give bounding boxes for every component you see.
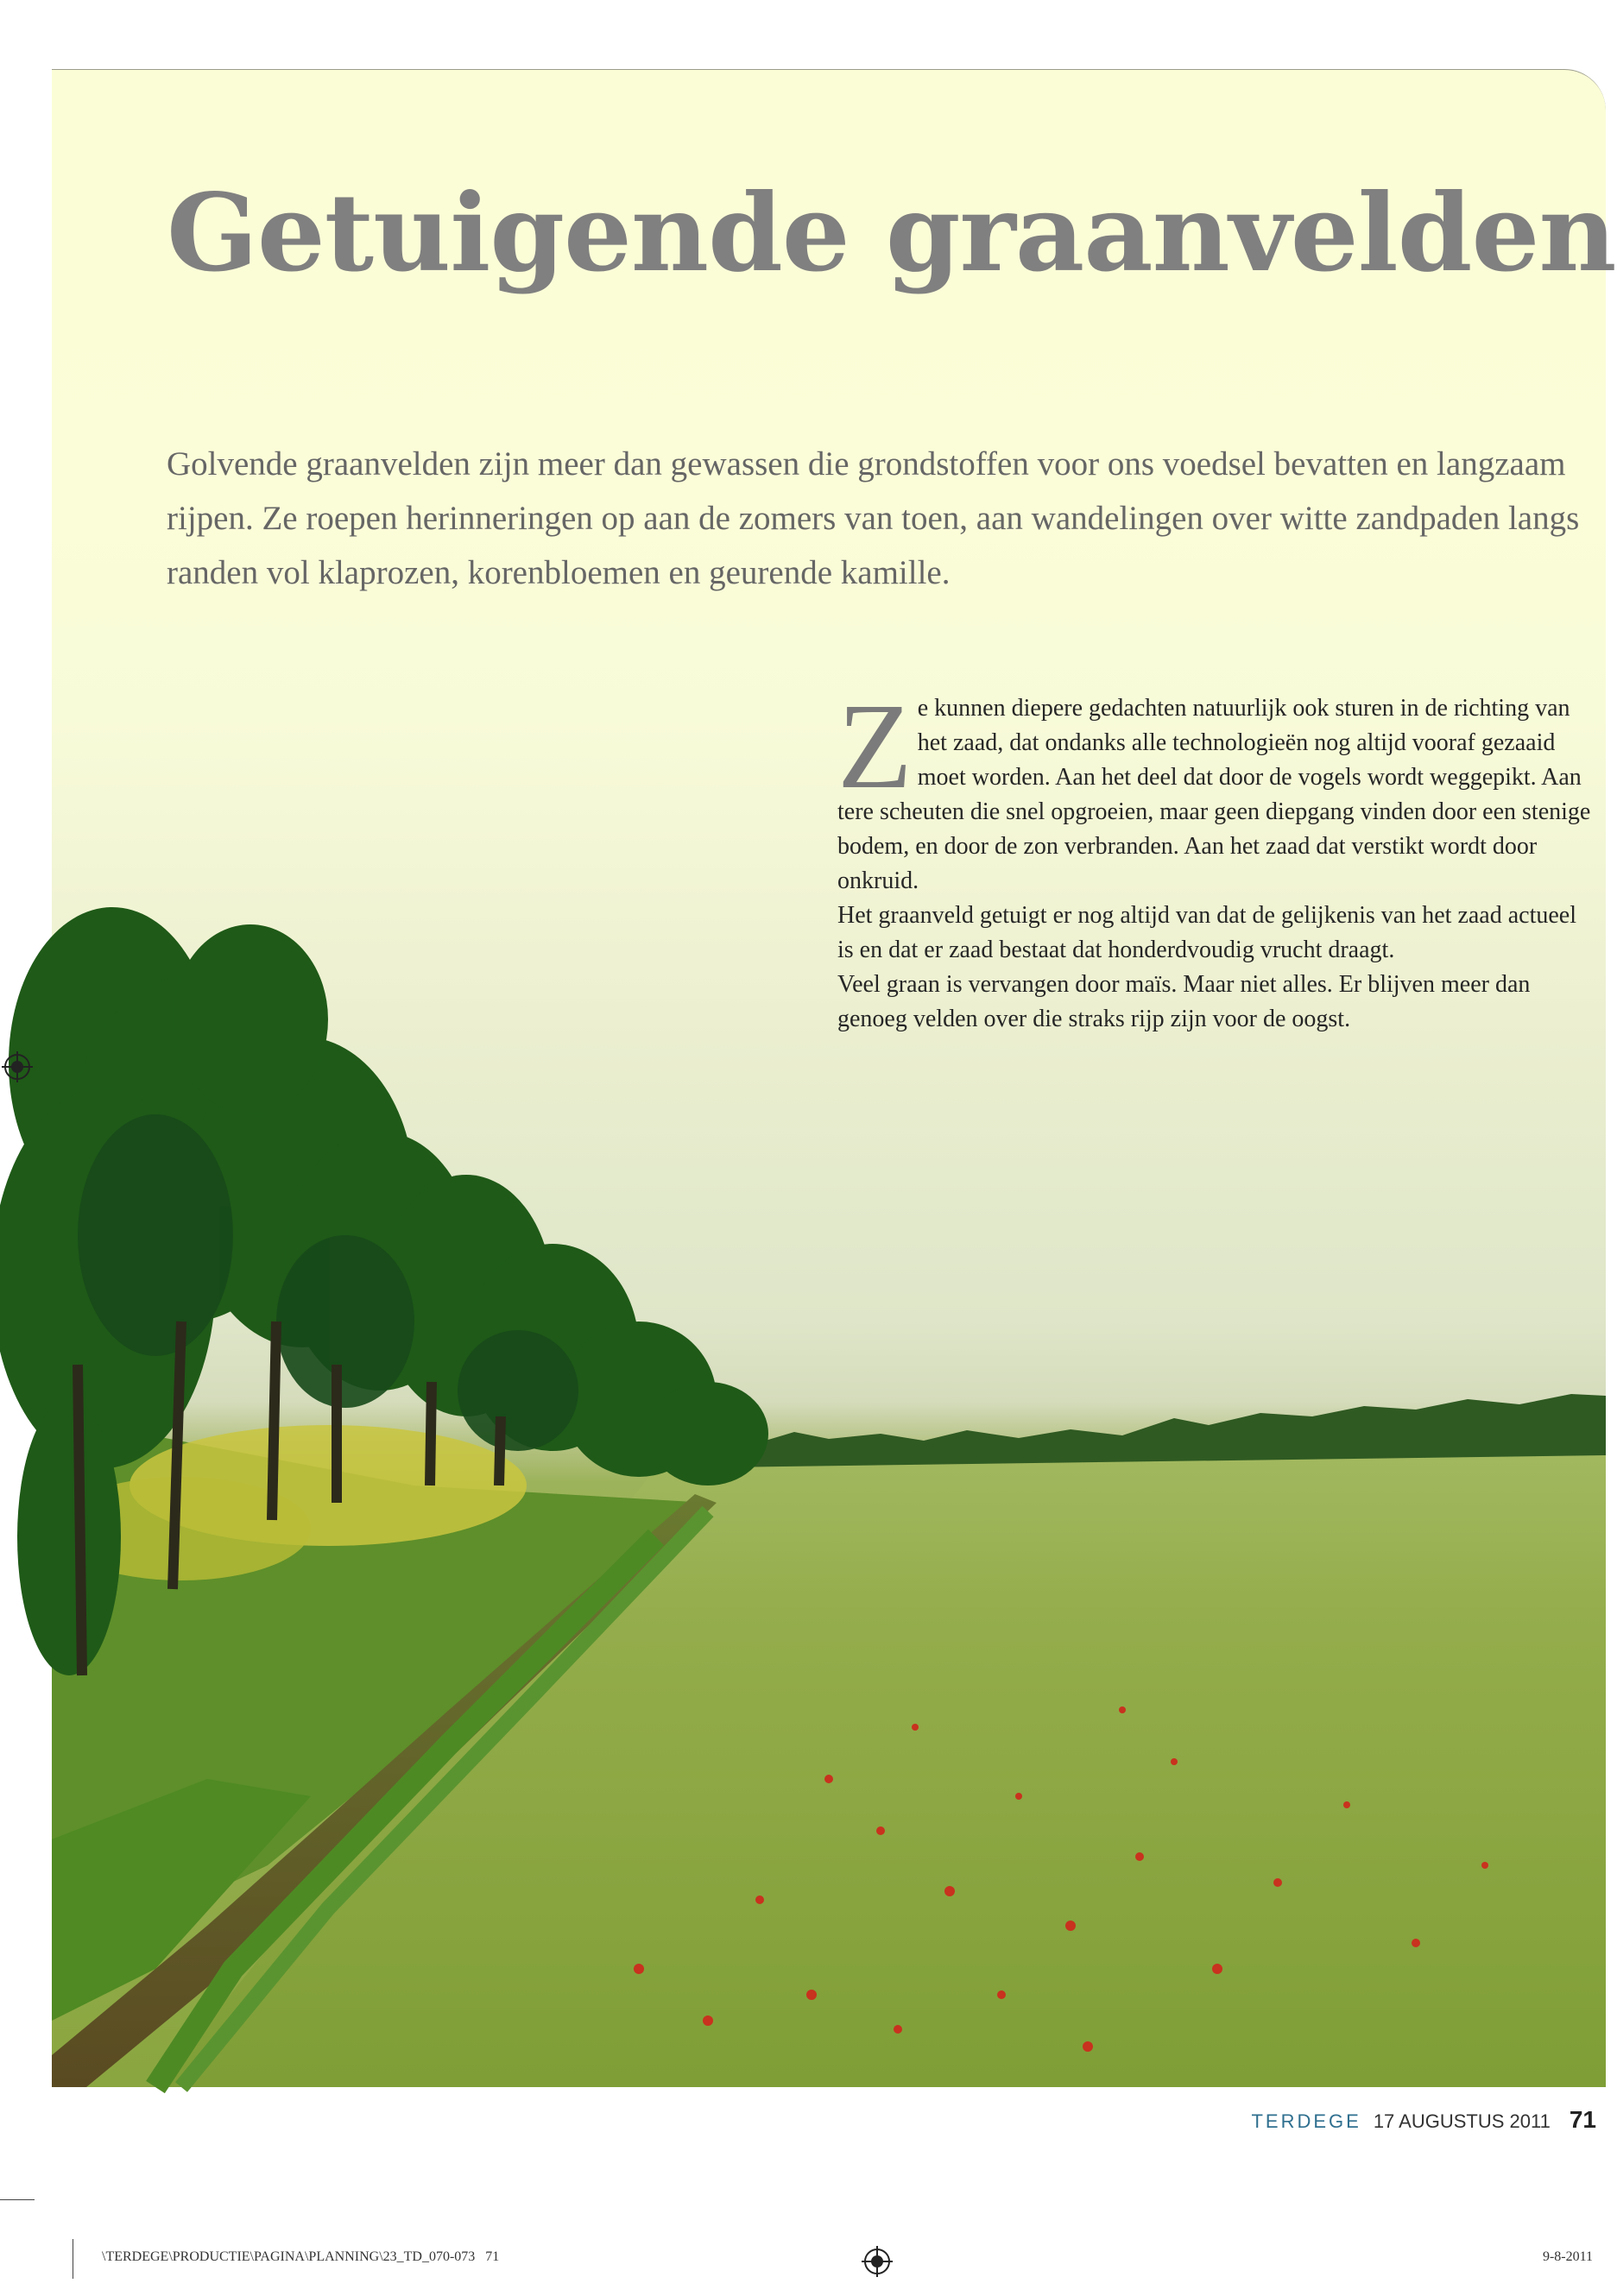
registration-mark-icon bbox=[862, 2246, 893, 2277]
slug-path: \TERDEGE\PRODUCTIE\PAGINA\PLANNING\23_TD_070-073 71 bbox=[102, 2249, 500, 2264]
body-paragraph-3: Veel graan is vervangen door maïs. Maar niet alles. Er blijven meer dan genoeg velden over die straks rijp zijn voor de oogst. bbox=[837, 971, 1531, 1032]
footer-date: 17 AUGUSTUS 2011 bbox=[1373, 2110, 1551, 2132]
body-paragraph-2: Het graanveld getuigt er nog altijd van dat de gelijkenis van het zaad actueel is en dat er zaad bestaat dat honderdvoudig vrucht draagt. bbox=[837, 902, 1576, 963]
landscape-photo bbox=[52, 70, 1606, 2087]
article-page bbox=[52, 69, 1616, 2087]
crop-mark bbox=[0, 2199, 35, 2200]
page-number: 71 bbox=[1569, 2106, 1596, 2133]
article-lead: Golvende graanvelden zijn meer dan gewassen die grondstoffen voor ons voedsel bevatten en langzaam rijpen. Ze roepen herinneringen op aan de zomers van toen, aan wandelingen over witte zandpaden langs randen vol klaprozen, korenbloemen en geurende kamille. bbox=[167, 445, 1580, 591]
page-footer bbox=[1251, 2106, 1596, 2134]
drop-cap: Z bbox=[837, 678, 913, 814]
footer-brand: TERDEGE bbox=[1251, 2110, 1361, 2132]
article-title: Getuigende graanvelden bbox=[167, 171, 1616, 296]
registration-mark-icon bbox=[2, 1051, 33, 1082]
body-paragraph-1: e kunnen diepere gedachten natuurlijk ook sturen in de richting van het zaad, dat ondanks alle technologieën nog altijd vooraf gezaaid moet worden. Aan het deel dat door de vogels wordt weggepikt. Aan tere scheuten die snel opgroeien, maar geen diepgang vinden door een stenige bodem, en door de zon verbranden. Aan het zaad dat verstikt wordt door onkruid. bbox=[837, 695, 1591, 894]
article-body bbox=[837, 678, 1597, 1037]
slug-date: 9-8-2011 bbox=[1542, 2249, 1593, 2264]
